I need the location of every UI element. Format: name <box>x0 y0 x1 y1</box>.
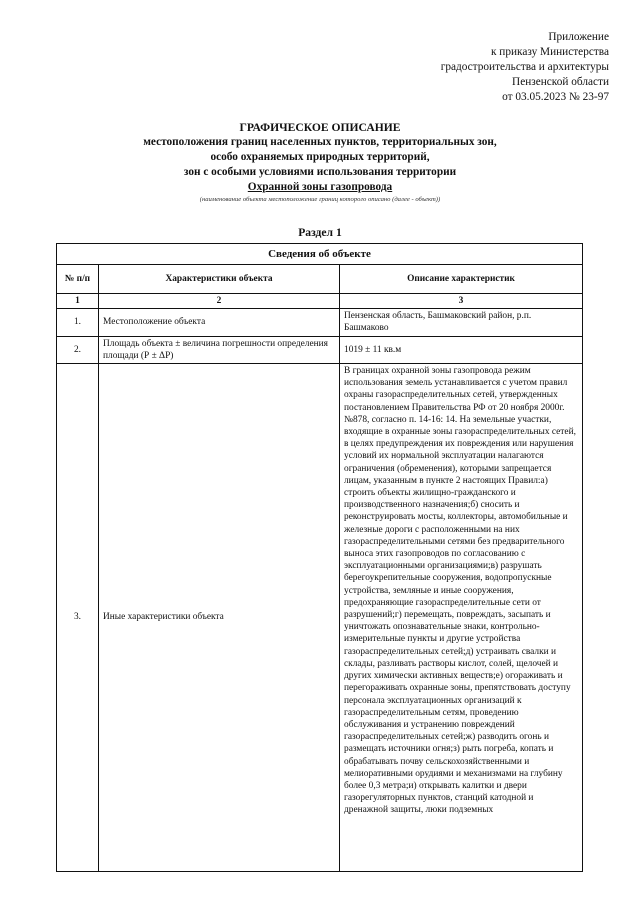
column-header-description: Описание характеристик <box>340 265 583 294</box>
row-number: 2. <box>57 336 99 363</box>
column-header-number: № п/п <box>57 265 99 294</box>
annex-line: градостроительства и архитектуры <box>440 61 609 73</box>
table-row <box>57 364 583 872</box>
object-caption: (наименование объекта местоположение границ которого описано (далее - объект)) <box>199 196 441 203</box>
row-number: 3. <box>57 364 99 872</box>
row-description-cell <box>340 364 583 872</box>
column-number: 3 <box>340 294 583 309</box>
document-title: ГРАФИЧЕСКОЕ ОПИСАНИЕ <box>239 121 401 134</box>
title-subline: зон с особыми условиями использования территории <box>183 166 457 178</box>
row-number: 1. <box>57 309 99 336</box>
table-row <box>57 336 583 363</box>
title-subline: особо охраняемых природных территорий, <box>210 151 430 163</box>
row-description: Пензенская область, Башмаковский район, р.п. Башмаково <box>340 309 583 336</box>
object-name: Охранной зоны газопровода <box>247 181 393 193</box>
row-description: В границах охранной зоны газопровода режим использования земель устанавливается с учетом правил охраны газораспределительных сетей, утвержденных постановлением Правительства РФ от 20 ноября 2000г. №878, согласно п. 14-16: 14. На земельные участки, входящие в охранные зоны газораспределительных сетей, в целях предупреждения их повреждения или нарушения условий их нормальной эксплуатации налагаются ограничения (обременения), которыми запрещается лицам, указанным в пункте 2 настоящих Правил:а) строить объекты жилищно-гражданского и производственного назначения;б) сносить и реконструировать мосты, коллекторы, автомобильные и железные дороги с расположенными на них газораспределительными сетями без предварительного выноса этих газопроводов по согласованию с эксплуатационными организациями;в) разрушать берегоукрепительные сооружения, водопропускные устройства, земляные и иные сооружения, предохраняющие газораспределительные сети от разрушений;г) перемещать, повреждать, засыпать и уничтожать опознавательные знаки, контрольно-измерительные пункты и другие устройства газораспределительных сетей;д) устраивать свалки и склады, разливать растворы кислот, солей, щелочей и других химически активных веществ;е) огораживать и перегораживать охранные зоны, препятствовать доступу персонала эксплуатационных организаций к газораспределительным сетям, проведению обслуживания и устранению повреждений газораспределительных сетей;ж) разводить огонь и размещать источники огня;з) рыть погреба, копать и обрабатывать почву сельскохозяйственными и мелиоративными орудиями и механизмами на глубину более 0,3 метра;и) открывать калитки и двери газорегуляторных пунктов, станций катодной и дренажной защиты, люки подземных <box>344 366 576 816</box>
row-characteristic: Иные характеристики объекта <box>99 364 340 872</box>
title-block <box>0 120 640 204</box>
row-description: 1019 ± 11 кв.м <box>340 336 583 363</box>
section-heading: Раздел 1 <box>298 226 342 239</box>
column-header-characteristic: Характеристики объекта <box>99 265 340 294</box>
row-characteristic: Площадь объекта ± величина погрешности определения площади (Р ± ΔР) <box>99 336 340 363</box>
table-heading: Сведения об объекте <box>57 244 583 265</box>
column-number: 1 <box>57 294 99 309</box>
title-subline: местоположения границ населенных пунктов, территориальных зон, <box>143 136 497 148</box>
table-row <box>57 309 583 336</box>
annex-line: к приказу Министерства <box>490 46 609 58</box>
row-characteristic: Местоположение объекта <box>99 309 340 336</box>
annex-line: от 03.05.2023 № 23-97 <box>502 91 609 103</box>
annex-line: Приложение <box>548 31 609 43</box>
column-number: 2 <box>99 294 340 309</box>
annex-block <box>349 30 609 105</box>
object-info-table <box>56 243 583 872</box>
annex-line: Пензенской области <box>512 76 609 88</box>
